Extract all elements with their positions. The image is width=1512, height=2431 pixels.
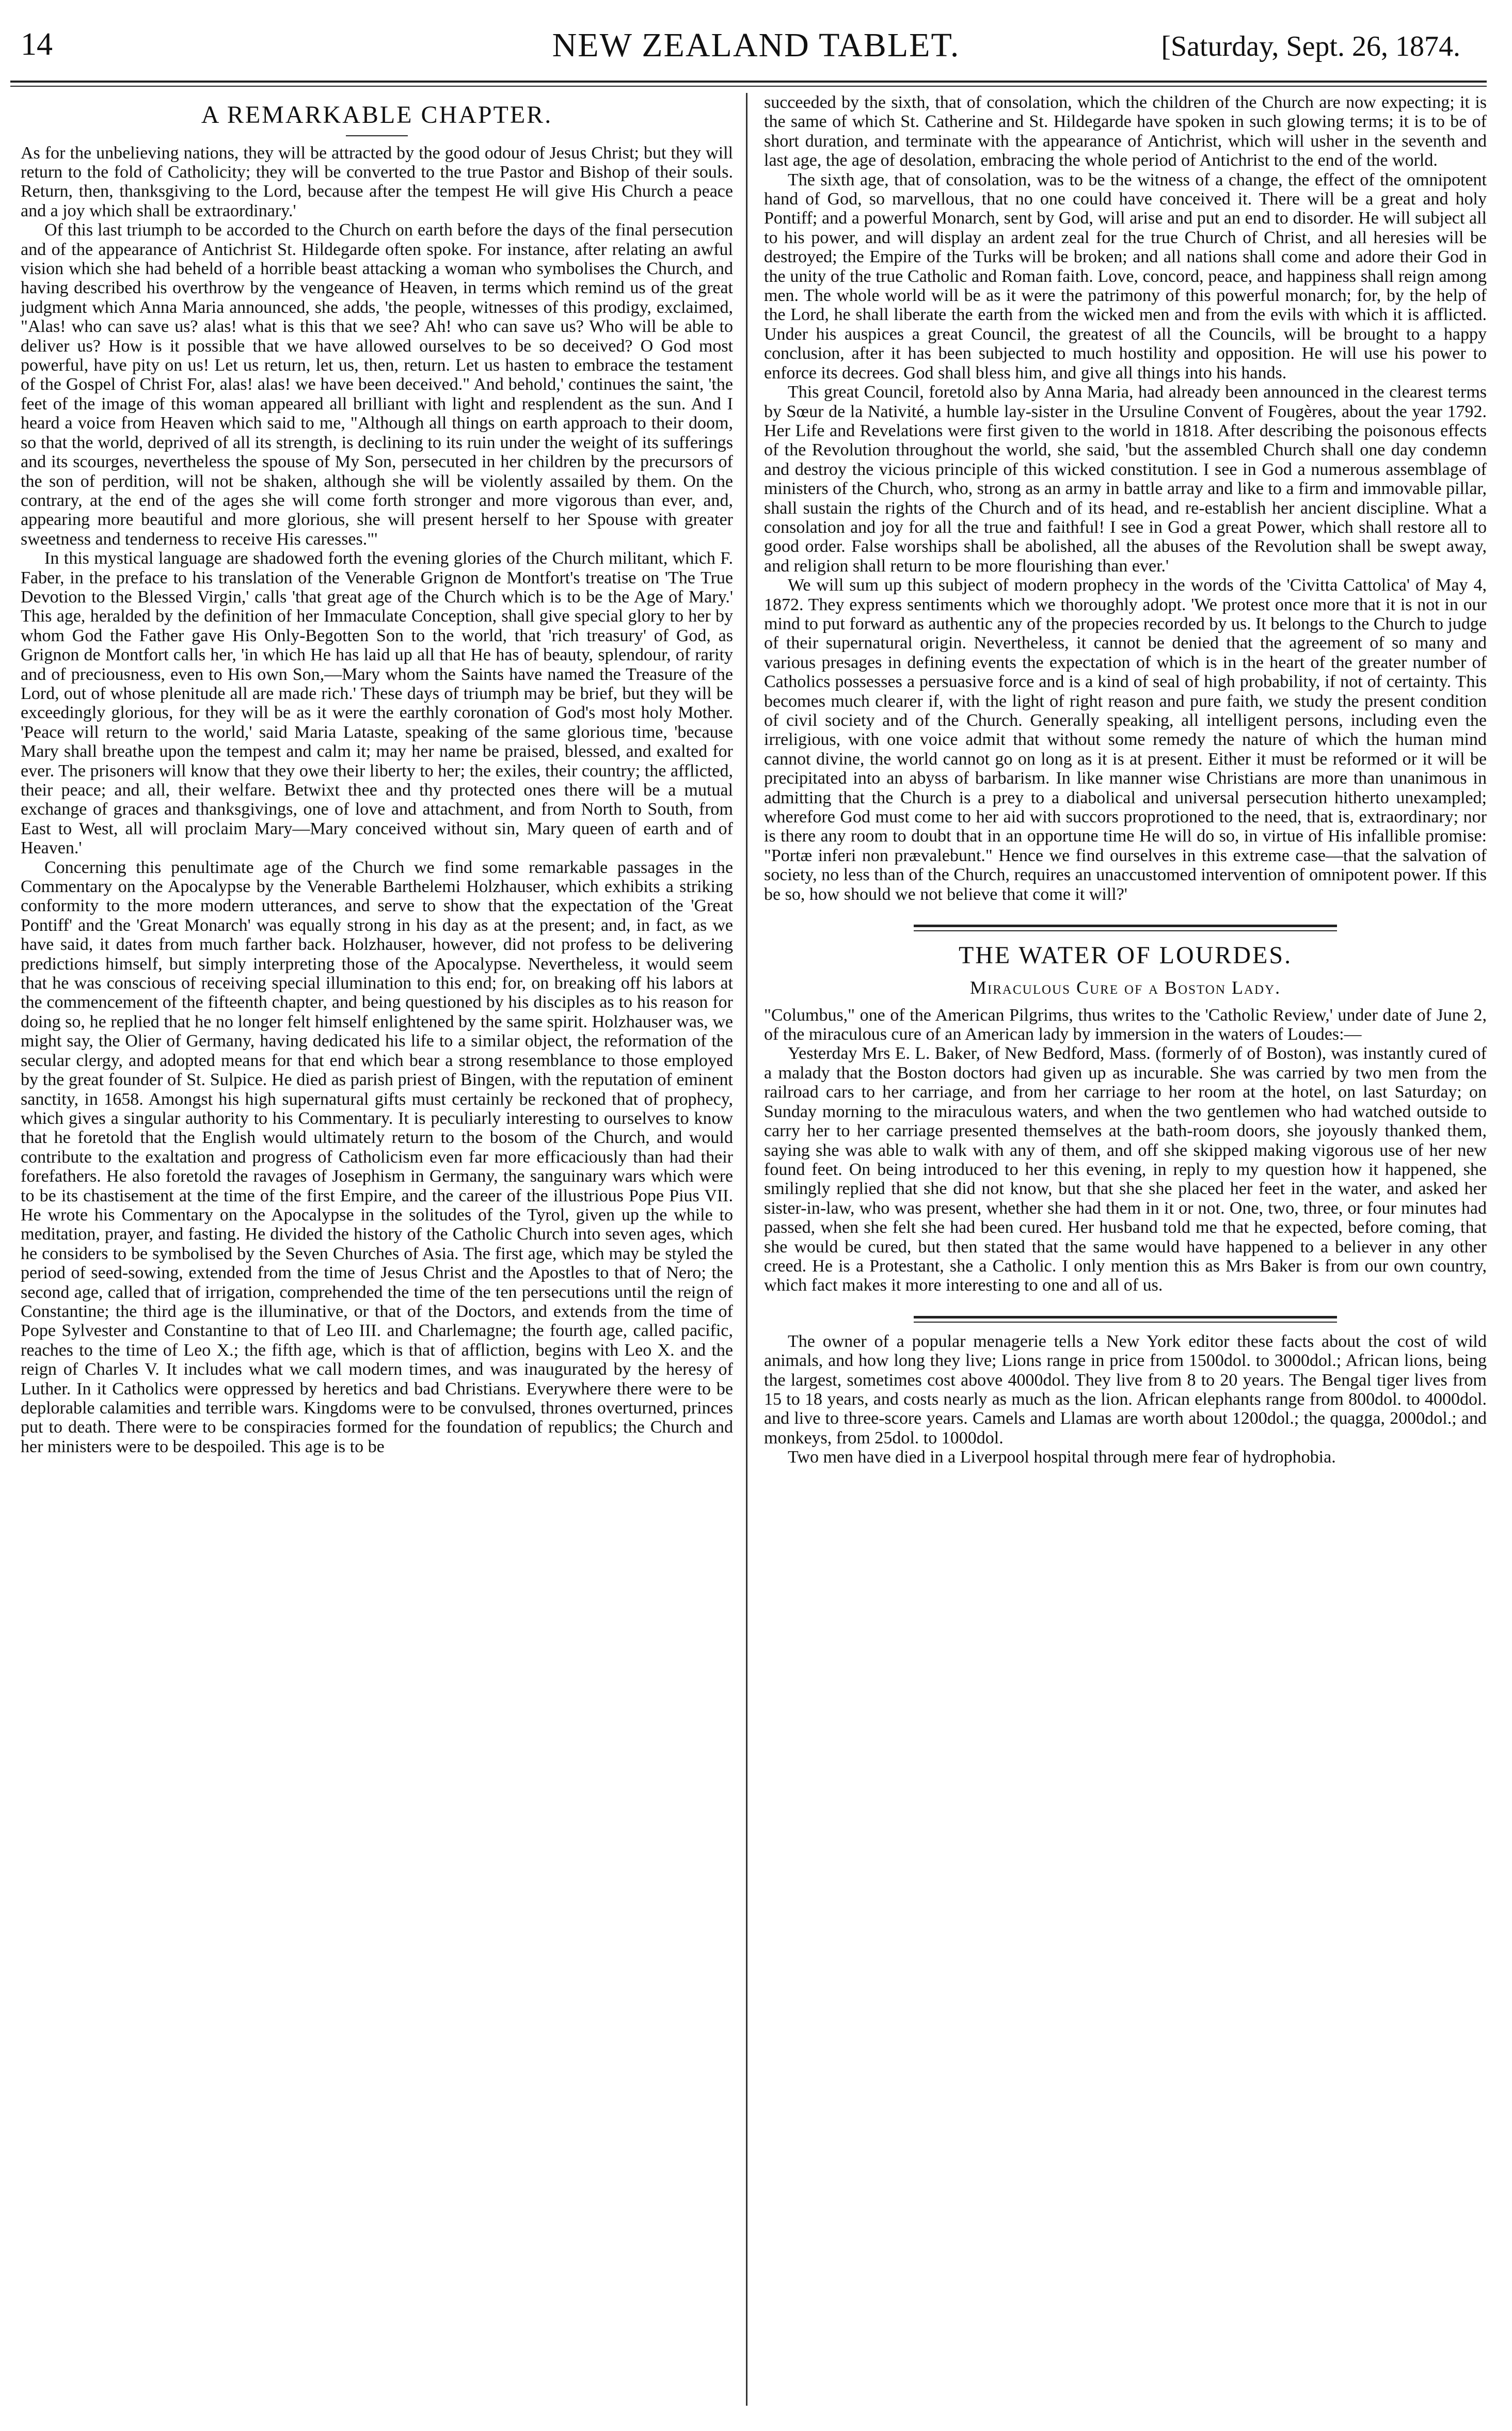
section-divider: [914, 1316, 1337, 1323]
lourdes-subtitle: Miraculous Cure of a Boston Lady.: [969, 977, 1281, 998]
continued-paragraph: This great Council, foretold also by Anna Maria, had already been announced in the clearest terms by Sœur de la Nativité, a humble lay-sister in the Ursuline Convent of Fougères, about the year 1792. Her Life and Revelations were first given to the world in 1818. After describing the poisonous effects of the Revolution throughout the world, she said, 'but the assembled Church shall one day condemn and destroy the vicious principle of this wicked constitution. I see in God a numerous assemblage of ministers of the Church, who, strong as an army in battle array and like to a firm and immovable pillar, shall sustain the rights of the Church and of its head, and re-establish her ancient discipline. What a consolation and joy for all the true and faithful! I see in God a great Power, which shall restore all to good order. False worships shall be abolished, all the abuses of the Revolution shall be swept away, and religion shall return to be more flourishing than ever.': [764, 383, 1487, 576]
lourdes-paragraph: Yesterday Mrs E. L. Baker, of New Bedford, Mass. (formerly of of Boston), was instantly cured of a malady that the Boston doctors had given up as incurable. She was carried by two men from the railroad cars to her carriage, and from her carriage to her room at the hotel, on last Saturday; on Sunday morning to the miraculous waters, and when the two gentlemen who had watched outside to carry her to her carriage presented themselves at the bath-room doors, she joyously thanked them, saying she was able to walk with any of them, and off she skipped making vigorous use of her new found feet. On being introduced to her this evening, in reply to my question how it happened, she smilingly replied that she did not know, but that she she placed her feet in the water, and asked her sister-in-law, who was present, whether she had them in it or not. One, two, three, or four minutes had passed, when she felt she had been cured. Her husband told me that he expected, before coming, that she would be cured, but then stated that the same would have happened to a believer in any other creed. He is a Protestant, she a Catholic. I only mention this as Mrs Baker is from our own country, which fact makes it more interesting to one and all of us.: [764, 1044, 1487, 1295]
article-title: A REMARKABLE CHAPTER.: [201, 101, 553, 129]
lourdes-paragraph: "Columbus," one of the American Pilgrims, thus writes to the 'Catholic Review,' under date of June 2, of the miraculous cure of an American lady by immersion in the waters of Loudes:—: [764, 1005, 1487, 1044]
continued-paragraph: succeeded by the sixth, that of consolation, which the children of the Church are now expecting; it is the same of which St. Catherine and St. Hildegarde have spoken in such glowing terms; it is to be of short duration, and terminate with the appearance of Antichrist, which will usher in the seventh and last age, the age of desolation, embracing the whole period of Antichrist to the end of the world.: [764, 93, 1487, 170]
menagerie-paragraph: The owner of a popular menagerie tells a New York editor these facts about the cost of wild animals, and how long they live; Lions range in price from 1500dol. to 3000dol.; African lions, being the largest, sometimes cost above 4000dol. They live from 8 to 20 years. The Bengal tiger lives from 15 to 18 years, and costs nearly as much as the lion. African elephants range from 800dol. to 4000dol. and live to three-score years. Camels and Llamas are worth about 1200dol.; the quagga, 2000dol.; and monkeys, from 25dol. to 1000dol.: [764, 1331, 1487, 1448]
header-rule-thin: [10, 86, 1487, 87]
page-number: 14: [21, 27, 53, 62]
column-divider: [746, 93, 747, 2406]
right-column: [764, 93, 1487, 1467]
section-divider: [914, 925, 1337, 931]
header-rule: [10, 81, 1487, 83]
title-rule: [346, 135, 408, 136]
lourdes-title: THE WATER OF LOURDES.: [958, 942, 1293, 970]
continued-paragraph: We will sum up this subject of modern prophecy in the words of the 'Civitta Cattolica' of May 4, 1872. They express sentiments which we thoroughly adopt. 'We protest once more that it is not in our mind to put forward as authentic any of the propecies recorded by us. It belongs to the Church to judge of their supernatural origin. Nevertheless, it cannot be denied that the agreement of so many and various presages in defining events the expectation of which is in the heart of the greater number of Catholics possesses a persuasive force and is a kind of seal of high probability, if not of certainty. This becomes much clearer if, with the light of right reason and pure faith, we study the present condition of civil society and of the Church. Generally speaking, all intelligent persons, including even the irreligious, with one voice admit that without some remedy the nature of which the human mind cannot divine, the world cannot go on long as it is at present. Either it must be reformed or it will be precipitated into an abyss of barbarism. In like manner wise Christians are more than unanimous in admitting that the Church is a prey to a diabolical and universal persecution hitherto unexampled; wherefore God must come to her aid with succors proprotioned to the need, that is, extraordinary; nor is there any room to doubt that in an opportune time He will do so, in virtue of His infallible promise: "Portæ inferi non prævalebunt." Hence we find ourselves in this extreme case—that the salvation of society, no less than of the Church, requires an unaccustomed intervention of omnipotent power. If this be so, how should we not believe that come it will?': [764, 576, 1487, 904]
article-paragraph: Of this last triumph to be accorded to the Church on earth before the days of the final persecution and of the appearance of Antichrist St. Hildegarde often spoke. For instance, after relating an awful vision which she had beheld of a horrible beast attacking a woman who symbolises the Church, and having described his overthrow by the vengeance of Heaven, in terms which remind us of the great judgment which Anna Maria announced, she adds, 'the people, witnesses of this prodigy, exclaimed, "Alas! who can save us? alas! what is this that we see? Ah! who can save us? Who will be able to deliver us? How is it possible that we have allowed ourselves to be so deceived? O God most powerful, have pity on us! Let us return, let us, then, return. Let us hasten to embrace the testament of the Gospel of Christ For, alas! alas! we have been deceived." And behold,' continues the saint, 'the feet of the image of this woman appeared all brilliant with light and resplendent as the sun. And I heard a voice from Heaven which said to me, "Although all things on earth approach to their doom, so that the world, deprived of all its strength, is declining to its ruin under the weight of its sufferings and its scourges, nevertheless the spouse of My Son, persecuted in her children by the precursors of the son of perdition, will not be shaken, although she will be violently assailed by them. On the contrary, at the end of the ages she will come forth stronger and more vigorous than ever, and, appearing more beautiful and more glorious, she will present herself to her Spouse with greater sweetness and tenderness to receive His caresses."': [21, 220, 733, 549]
issue-date: [Saturday, Sept. 26, 1874.: [1161, 30, 1460, 62]
continued-paragraph: The sixth age, that of consolation, was to be the witness of a change, the effect of the omnipotent hand of God, so marvellous, that no one could have conceived it. There will be a great and holy Pontiff; and a powerful Monarch, sent by God, will arise and put an end to disorder. He will subject all to his power, and will display an ardent zeal for the true Church of Christ, and all heresies will be destroyed; the Empire of the Turks will be broken; and all nations shall come and adore their God in the unity of the true Catholic and Roman faith. Love, concord, peace, and happiness shall reign among men. The whole world will be as it were the patrimony of this powerful monarch; for, by the help of the Lord, he shall liberate the earth from the wicked men and from the evils with which it is afflicted. Under his auspices a great Council, the greatest of all the Councils, will be brought to a happy conclusion, after it has been subjected to much hostility and opposition. He will use his power to enforce its decrees. God shall bless him, and give all things into his hands.: [764, 170, 1487, 383]
article-paragraph: Concerning this penultimate age of the Church we find some remarkable passages in the Commentary on the Apocalypse by the Venerable Barthelemi Holzhauser, which exhibits a striking conformity to the more modern utterances, and serve to show that the expectation of the 'Great Pontiff' and the 'Great Monarch' was equally strong in his day as at the present; and, in fact, as we have said, it dates from much farther back. Holzhauser, however, did not profess to be delivering predictions himself, but simply interpreting those of the Apocalypse. Nevertheless, it would seem that he was conscious of receiving special illumination to this end; for, on breaking off his labors at the commencement of the fifteenth chapter, and being questioned by his disciples as to his reason for doing so, he replied that he no longer felt himself enlightened by the same spirit. Holzhauser was, we might say, the Olier of Germany, having dedicated his life to a similar object, the reformation of the secular clergy, and adopted means for that end which bear a strong resemblance to those employed by the great founder of St. Sulpice. He died as parish priest of Bingen, with the reputation of eminent sanctity, in 1658. Amongst his high supernatural gifts must certainly be reckoned that of prophecy, which gives a singular authority to his Commentary. It is peculiarly interesting to ourselves to know that he foretold that the English would ultimately return to the bosom of the Church, and would contribute to the exaltation and progress of Catholicism even far more efficaciously than had their forefathers. He also foretold the ravages of Josephism in Germany, the sanguinary wars which were to be its chastisement at the time of the first Empire, and the career of the illustrious Pope Pius VII. He wrote his Commentary on the Apocalypse in the solitudes of the Tyrol, given up the while to meditation, prayer, and fasting. He divided the history of the Catholic Church into seven ages, which he considers to be symbolised by the Seven Churches of Asia. The first age, which may be styled the period of seed-sowing, extended from the time of Jesus Christ and the Apostles to that of Nero; the second age, called that of irrigation, comprehended the time of the ten persecutions until the reign of Constantine; the third age is the illuminative, or that of the Doctors, and extends from the time of Pope Sylvester and Constantine to that of Leo III. and Charlemagne; the fourth age, called pacific, reaches to the time of Leo X.; the fifth age, which is that of affliction, begins with Leo X. and the reign of Charles V. It includes what we call modern times, and was inaugurated by the heresy of Luther. In it Catholics were oppressed by heretics and bad Christians. Everywhere there were to be deplorable calamities and terrible wars. Kingdoms were to be convulsed, thrones overturned, princes put to death. There were to be conspiracies formed for the foundation of republics; the Church and her ministers were to be despoiled. This age is to be: [21, 857, 733, 1456]
left-column: [21, 93, 733, 1456]
article-paragraph: In this mystical language are shadowed forth the evening glories of the Church militant, which F. Faber, in the preface to his translation of the Venerable Grignon de Montfort's treatise on 'The True Devotion to the Blessed Virgin,' calls 'that great age of the Church which is to be the Age of Mary.' This age, heralded by the definition of her Immaculate Conception, shall give special glory to her by whom God the Father gave His Only-Begotten Son to the world, that 'rich treasury' of God, as Grignon de Montfort calls her, 'in which He has laid up all that He has of beauty, splendour, of rarity and of preciousness, even to His own Son,—Mary whom the Saints have named the Treasure of the Lord, out of whose plenitude all are made rich.' These days of triumph may be brief, but they will be exceedingly glorious, for they will be as it were the earthly coronation of God's most holy Mother. 'Peace will return to the world,' said Maria Lataste, speaking of the same glorious time, 'because Mary shall breathe upon the tempest and calm it; may her name be praised, blessed, and exalted for ever. The prisoners will know that they owe their liberty to her; the exiles, their country; the afflicted, their peace; and all, their welfare. Betwixt thee and thy protected ones there will be a mutual exchange of graces and thanksgivings, one of love and attachment, and from North to South, from East to West, all will proclaim Mary—Mary conceived without sin, Mary queen of earth and of Heaven.': [21, 549, 733, 858]
article-paragraph: As for the unbelieving nations, they will be attracted by the good odour of Jesus Christ; but they will return to the fold of Catholicity; they will be converted to the true Pastor and Bishop of their souls. Return, then, thanksgiving to the Lord, because after the tempest He will give His Church a peace and a joy which shall be extraordinary.': [21, 143, 733, 220]
menagerie-paragraph: Two men have died in a Liverpool hospital through mere fear of hydrophobia.: [788, 1448, 1336, 1467]
masthead: NEW ZEALAND TABLET.: [552, 26, 960, 64]
